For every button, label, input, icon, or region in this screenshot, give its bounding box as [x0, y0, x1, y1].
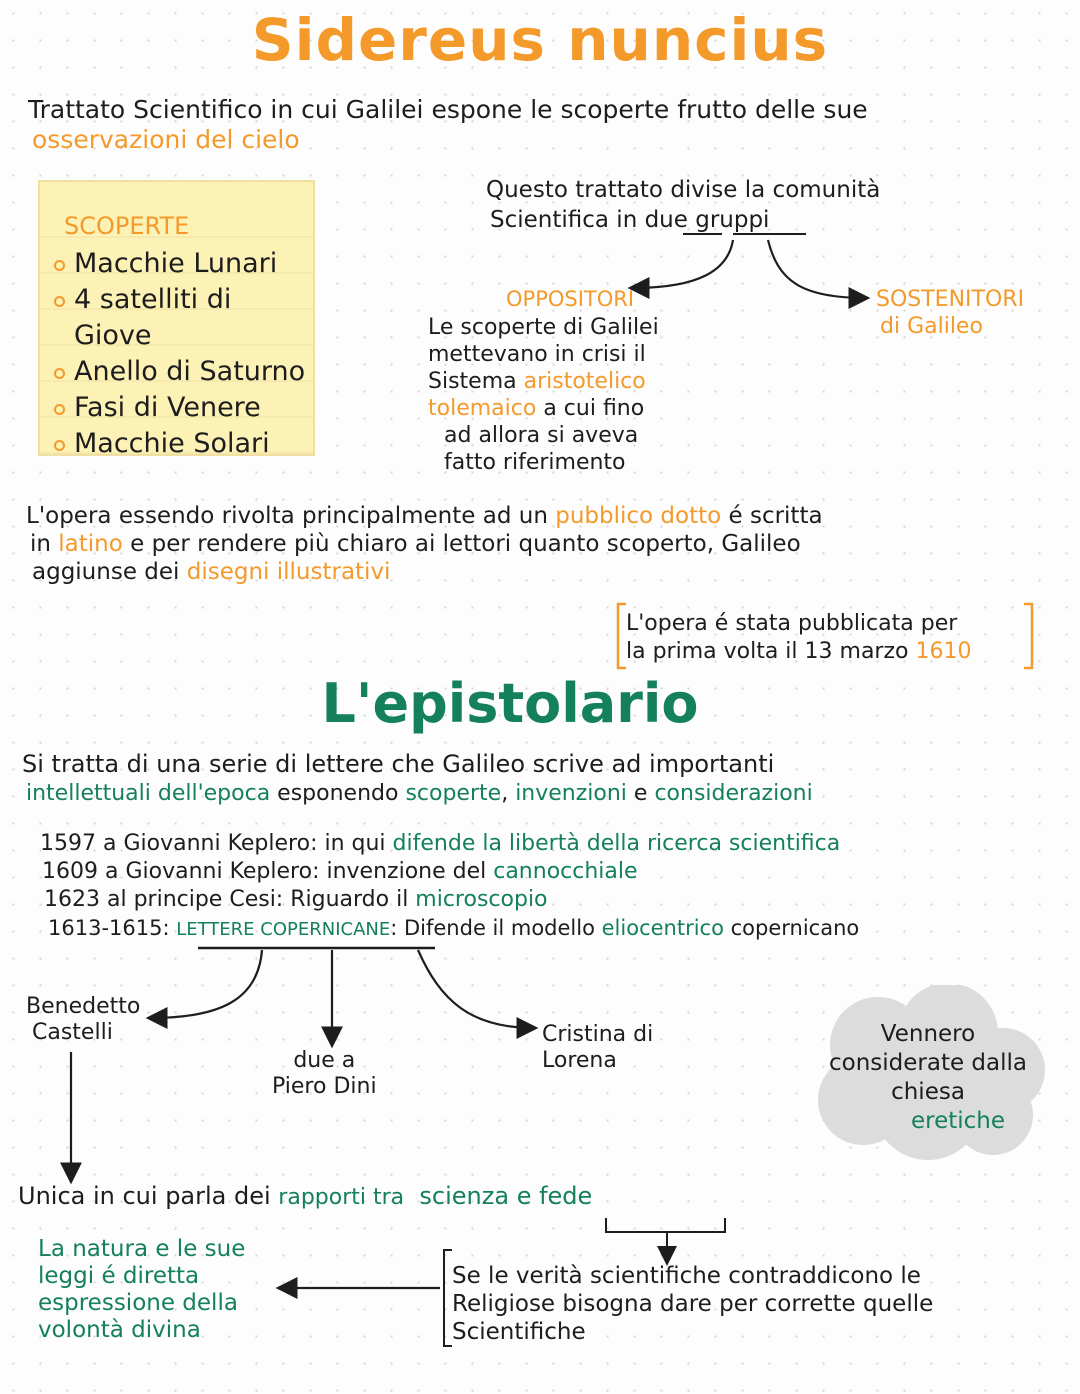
scoperte-title: SCOPERTE: [64, 212, 190, 240]
verita-text: Se le verità scientifiche contraddicono le Religiose bisogna dare per corrette quelle Scientifiche: [452, 1263, 934, 1345]
letter-1609: 1609 a Giovanni Keplero: invenzione del cannocchiale: [42, 859, 638, 884]
pubblicazione-line1: L'opera é stata pubblicata per: [626, 611, 958, 636]
epistolario-intro-line2: intellettuali dell'epoca esponendo scoperte, invenzioni e considerazioni: [26, 781, 813, 806]
oppositori-label: OPPOSITORI: [506, 287, 635, 311]
epistolario-title: L'epistolario: [321, 672, 699, 735]
opera-line1: L'opera essendo rivolta principalmente ad un pubblico dotto é scritta: [26, 503, 823, 529]
opera-line2: in latino e per rendere più chiaro ai lettori quanto scoperto, Galileo: [30, 531, 801, 557]
unica-line: Unica in cui parla dei rapporti tra scienza e fede: [18, 1182, 593, 1210]
letter-1613-1615: 1613-1615: LETTERE COPERNICANE: Difende il modello eliocentrico copernicano: [48, 916, 860, 940]
scoperte-item: Macchie Lunari: [52, 246, 305, 282]
recipient-castelli: Benedetto Castelli: [26, 994, 141, 1045]
letter-1623: 1623 al principe Cesi: Riguardo il microscopio: [44, 887, 548, 912]
sidereus-intro-line2: osservazioni del cielo: [32, 125, 300, 154]
epistolario-intro-line1: Si tratta di una serie di lettere che Galileo scrive ad importanti: [22, 750, 775, 778]
scoperte-item: Macchie Solari: [52, 426, 305, 462]
pubblicazione-line2: la prima volta il 13 marzo 1610: [626, 639, 972, 664]
natura-text: La natura e le sue leggi é diretta espressione della volontà divina: [38, 1236, 246, 1343]
sidereus-title: Sidereus nuncius: [251, 6, 829, 74]
letter-1597: 1597 a Giovanni Keplero: in qui difende la libertà della ricerca scientifica: [40, 831, 841, 856]
scoperte-item: Giove: [74, 320, 152, 351]
division-line1: Questo trattato divise la comunità: [486, 177, 881, 203]
sidereus-intro-line1: Trattato Scientifico in cui Galilei espone le scoperte frutto delle sue: [28, 95, 868, 124]
scoperte-item: 4 satelliti di: [52, 282, 305, 318]
recipient-dini: due a Piero Dini: [272, 1048, 377, 1099]
opera-line3: aggiunse dei disegni illustrativi: [32, 559, 391, 585]
sostenitori-line1: SOSTENITORI: [876, 287, 1025, 312]
sostenitori-line2: di Galileo: [880, 314, 983, 339]
recipient-cristina: Cristina di Lorena: [542, 1022, 654, 1073]
scoperte-item: Fasi di Venere: [52, 390, 305, 426]
cloud-text: Vennero considerate dalla chiesa eretiche: [828, 1021, 1027, 1134]
scoperte-item: Anello di Saturno: [52, 354, 305, 390]
oppositori-text: Le scoperte di Galilei mettevano in crisi il Sistema aristotelico tolemaico a cui fino ad allora si aveva fatto riferimento: [428, 315, 659, 475]
division-line2: Scientifica in due gruppi: [490, 207, 770, 233]
